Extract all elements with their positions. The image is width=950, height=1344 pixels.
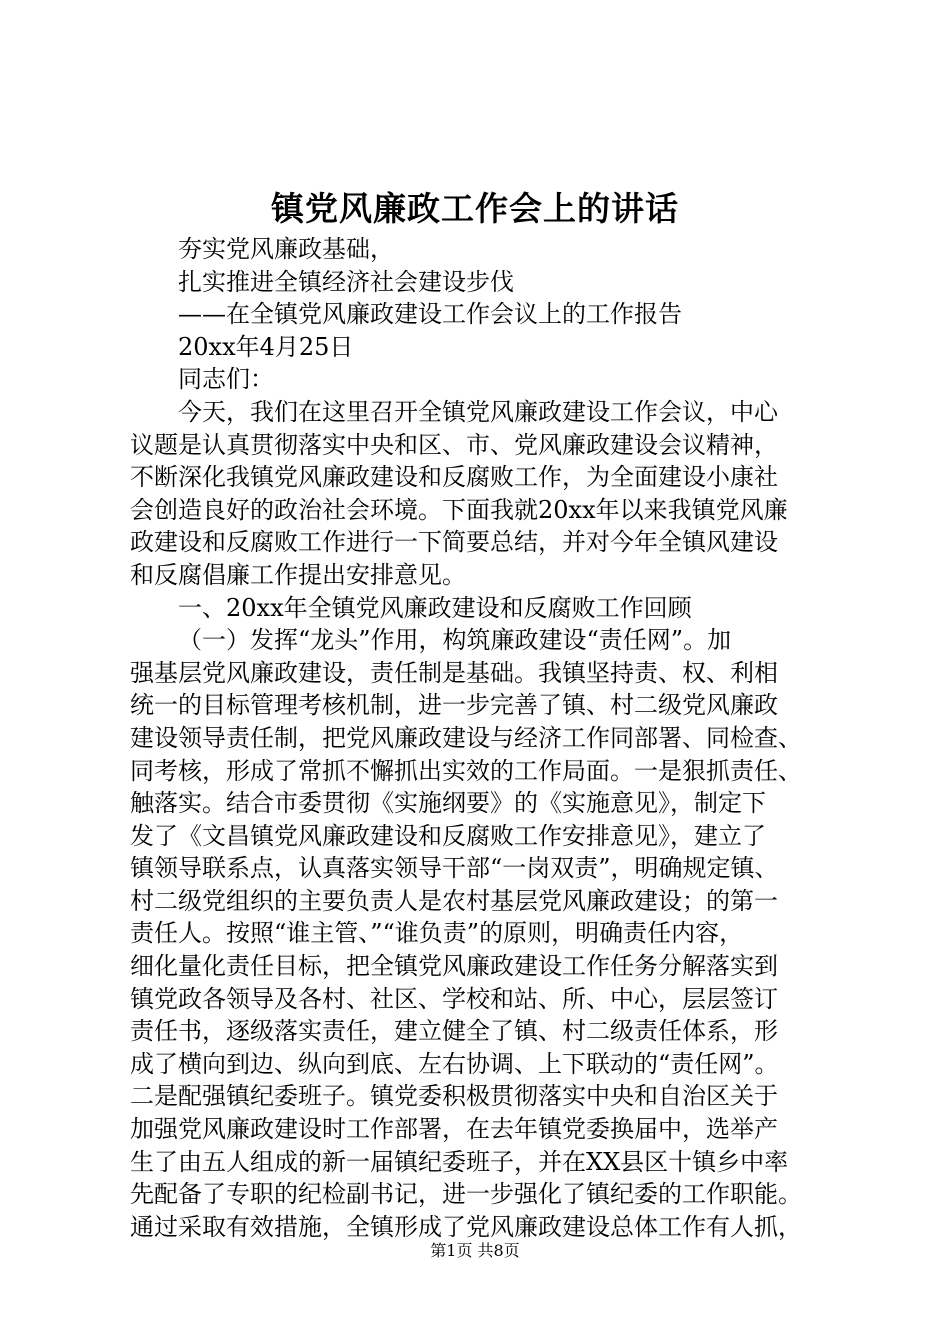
paragraph-line: 统一的目标管理考核机制，进一步完善了镇、村二级党风廉政: [130, 691, 778, 720]
paragraph-line: 二是配强镇纪委班子。镇党委积极贯彻落实中央和自治区关于: [130, 1082, 778, 1111]
section-heading: 一、20xx年全镇党风廉政建设和反腐败工作回顾: [178, 593, 692, 622]
paragraph-line: 镇党政各领导及各村、社区、学校和站、所、中心，层层签订: [130, 984, 778, 1013]
paragraph-line: 加强党风廉政建设时工作部署，在去年镇党委换届中，选举产: [130, 1115, 778, 1144]
paragraph-line: 细化量化责任目标，把全镇党风廉政建设工作任务分解落实到: [130, 952, 778, 981]
paragraph-line: 会创造良好的政治社会环境。下面我就20xx年以来我镇党风廉: [130, 495, 788, 524]
page-number-footer: 第1页 共8页: [430, 1241, 520, 1260]
document-body: [130, 233, 832, 1243]
paragraph-line: 强基层党风廉政建设，责任制是基础。我镇坚持责、权、利相: [130, 658, 778, 687]
paragraph-line: 触落实。结合市委贯彻《实施纲要》的《实施意见》，制定下: [130, 789, 766, 818]
paragraph-line: 通过采取有效措施，全镇形成了党风廉政建设总体工作有人抓，: [130, 1212, 802, 1241]
paragraph-line: 成了横向到边、纵向到底、左右协调、上下联动的“责任网”。: [130, 1049, 779, 1078]
paragraph-line: 村二级党组织的主要负责人是农村基层党风廉政建设；的第一: [130, 886, 778, 915]
paragraph-line: 先配备了专职的纪检副书记，进一步强化了镇纪委的工作职能。: [130, 1180, 802, 1209]
paragraph-line: 责任人。按照“谁主管、”“谁负责”的原则，明确责任内容，: [130, 919, 744, 948]
paragraph-line: 今天，我们在这里召开全镇党风廉政建设工作会议，中心: [178, 397, 778, 426]
header-line: ——在全镇党风廉政建设工作会议上的工作报告: [178, 300, 682, 329]
document-title: 镇党风廉政工作会上的讲话: [271, 189, 679, 228]
paragraph-line: 生了由五人组成的新一届镇纪委班子，并在XX县区十镇乡中率: [130, 1147, 789, 1176]
header-line: 扎实推进全镇经济社会建设步伐: [178, 267, 514, 296]
header-line: 夯实党风廉政基础，: [178, 235, 394, 263]
paragraph-line: 和反腐倡廉工作提出安排意见。: [130, 560, 466, 589]
paragraph-line: 建设领导责任制，把党风廉政建设与经济工作同部署、同检查、: [130, 723, 802, 752]
paragraph-line: 不断深化我镇党风廉政建设和反腐败工作，为全面建设小康社: [130, 463, 778, 492]
paragraph-line: 责任书，逐级落实责任，建立健全了镇、村二级责任体系，形: [130, 1017, 778, 1046]
paragraph-line: 同考核，形成了常抓不懈抓出实效的工作局面。一是狠抓责任、: [130, 756, 802, 785]
paragraph-line: （一）发挥“龙头”作用，构筑廉政建设“责任网”。加: [178, 626, 732, 655]
report-date: 20xx年4月25日: [178, 332, 354, 361]
paragraph-line: 发了《文昌镇党风廉政建设和反腐败工作安排意见》，建立了: [130, 821, 766, 850]
paragraph-line: 政建设和反腐败工作进行一下简要总结，并对今年全镇风建设: [130, 528, 778, 557]
paragraph-line: 镇领导联系点，认真落实领导干部“一岗双责”，明确规定镇、: [130, 854, 779, 883]
paragraph-line: 议题是认真贯彻落实中央和区、市、党风廉政建设会议精神，: [130, 430, 778, 459]
salutation: 同志们：: [178, 365, 274, 394]
